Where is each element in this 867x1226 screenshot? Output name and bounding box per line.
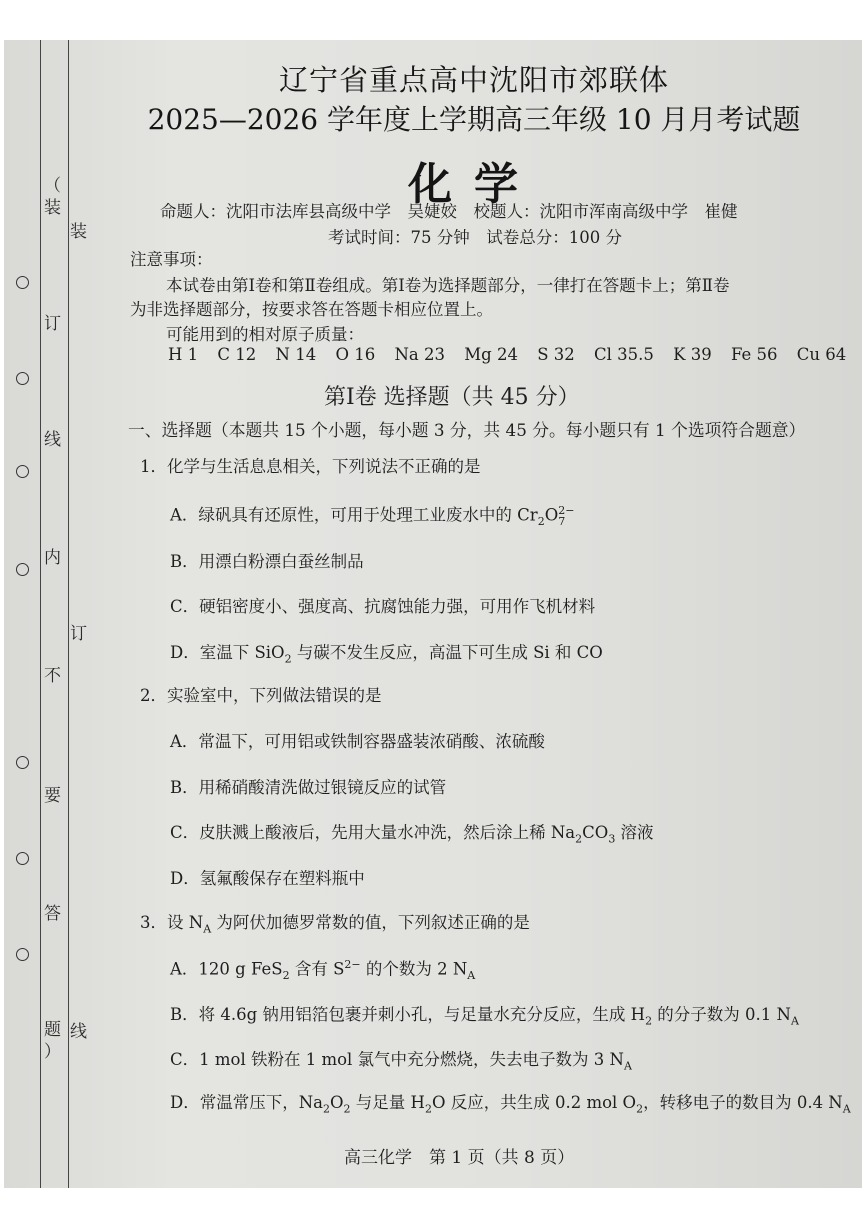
binding-line-right [68,40,69,1188]
binding-char: ） [44,1042,61,1062]
section-part: 一、选择题（本题共 15 个小题，每小题 3 分，共 45 分。每小题只有 1 个选项符合题意） [128,420,806,440]
option-d: D．常温常压下，$Na_2O_2$ 与足量 $H_2O$ 反应，共生成 0.2 mol $O_2$，转移电子的数目为 0.4 $N_A$ [170,1093,851,1116]
binding-char: 不 [44,666,61,686]
binding-hole [16,756,29,769]
binding-hole [16,372,29,385]
binding-char: （ [44,176,61,196]
binding-char: 答 [44,904,61,924]
atomic-mass: C 12 [217,345,257,364]
binding-char: 装 [70,222,87,242]
exam-sheet [4,40,862,1188]
notice-title: 注意事项： [130,250,213,269]
option-a: A．120 g FeS$_2$ 含有 $S^{2-}$ 的个数为 2 $N_A$ [170,958,476,982]
atomic-masses [168,345,860,364]
binding-char: 题 [44,1020,61,1040]
exam-title-line2: 2025—2026 学年度上学期高三年级 10 月月考试题 [147,103,801,136]
notice-text: 本试卷由第Ⅰ卷和第Ⅱ卷组成。第Ⅰ卷为选择题部分，一律打在答题卡上；第Ⅱ卷 [166,276,730,295]
binding-char: 要 [44,786,61,806]
atomic-mass: K 39 [673,345,712,364]
binding-hole [16,465,29,478]
atomic-mass: Fe 56 [730,345,778,364]
page-footer: 高三化学 第 1 页（共 8 页） [344,1148,575,1168]
section-title: 第Ⅰ卷 选择题（共 45 分） [324,385,580,410]
atomic-mass: Na 23 [394,345,445,364]
exam-info: 考试时间：75 分钟 试卷总分：100 分 [328,228,622,247]
atomic-mass: H 1 [168,345,199,364]
binding-hole [16,852,29,865]
binding-char: 线 [70,1022,87,1042]
option-c: C．1 mol 铁粉在 1 mol 氯气中充分燃烧，失去电子数为 3 $N_A$ [170,1050,632,1073]
question-stem: 3．设 $N_A$ 为阿伏加德罗常数的值，下列叙述正确的是 [140,913,530,936]
option-c: C．硬铝密度小、强度高、抗腐蚀能力强，可用作飞机材料 [170,597,596,616]
binding-hole [16,948,29,961]
notice-text: 为非选择题部分，按要求答在答题卡相应位置上。 [130,300,493,319]
option-d: D．氢氟酸保存在塑料瓶中 [170,869,365,888]
question-stem: 2．实验室中，下列做法错误的是 [140,686,382,705]
binding-hole [16,276,29,289]
option-a: A．常温下，可用铝或铁制容器盛装浓硝酸、浓硫酸 [170,732,545,751]
atomic-mass: O 16 [335,345,376,364]
subject-title: 化学 [408,159,540,210]
option-b: B．用漂白粉漂白蚕丝制品 [170,552,364,571]
binding-char: 装 [44,198,61,218]
binding-hole [16,563,29,576]
binding-char: 线 [44,430,61,450]
binding-line-left [40,40,41,1188]
binding-char: 订 [44,314,61,334]
atomic-mass: Mg 24 [464,345,518,364]
option-b: B．将 4.6g 钠用铝箔包裹并刺小孔，与足量水充分反应，生成 $H_2$ 的分子数为 0.1 $N_A$ [170,1005,799,1028]
question-stem: 1．化学与生活息息相关，下列说法不正确的是 [140,457,481,476]
exam-title-line1: 辽宁省重点高中沈阳市郊联体 [278,63,669,97]
option-d: D．室温下 SiO$_2$ 与碳不发生反应，高温下可生成 Si 和 CO [170,643,603,666]
atomic-mass: S 32 [537,345,575,364]
authors-line: 命题人：沈阳市法库县高级中学 吴婕姣 校题人：沈阳市浑南高级中学 崔健 [160,202,738,221]
atomic-masses-label: 可能用到的相对原子质量： [166,325,364,344]
option-c: C．皮肤溅上酸液后，先用大量水冲洗，然后涂上稀 $Na_2CO_3$ 溶液 [170,823,654,846]
binding-char: 订 [70,624,87,644]
option-a: A．绿矾具有还原性，可用于处理工业废水中的 $Cr_2O2-$ 7 [170,504,575,528]
option-b: B．用稀硝酸清洗做过银镜反应的试管 [170,778,447,797]
atomic-mass: Cl 35.5 [594,345,654,364]
atomic-mass: N 14 [275,345,317,364]
atomic-mass: Cu 64 [796,345,847,364]
binding-char: 内 [44,548,61,568]
